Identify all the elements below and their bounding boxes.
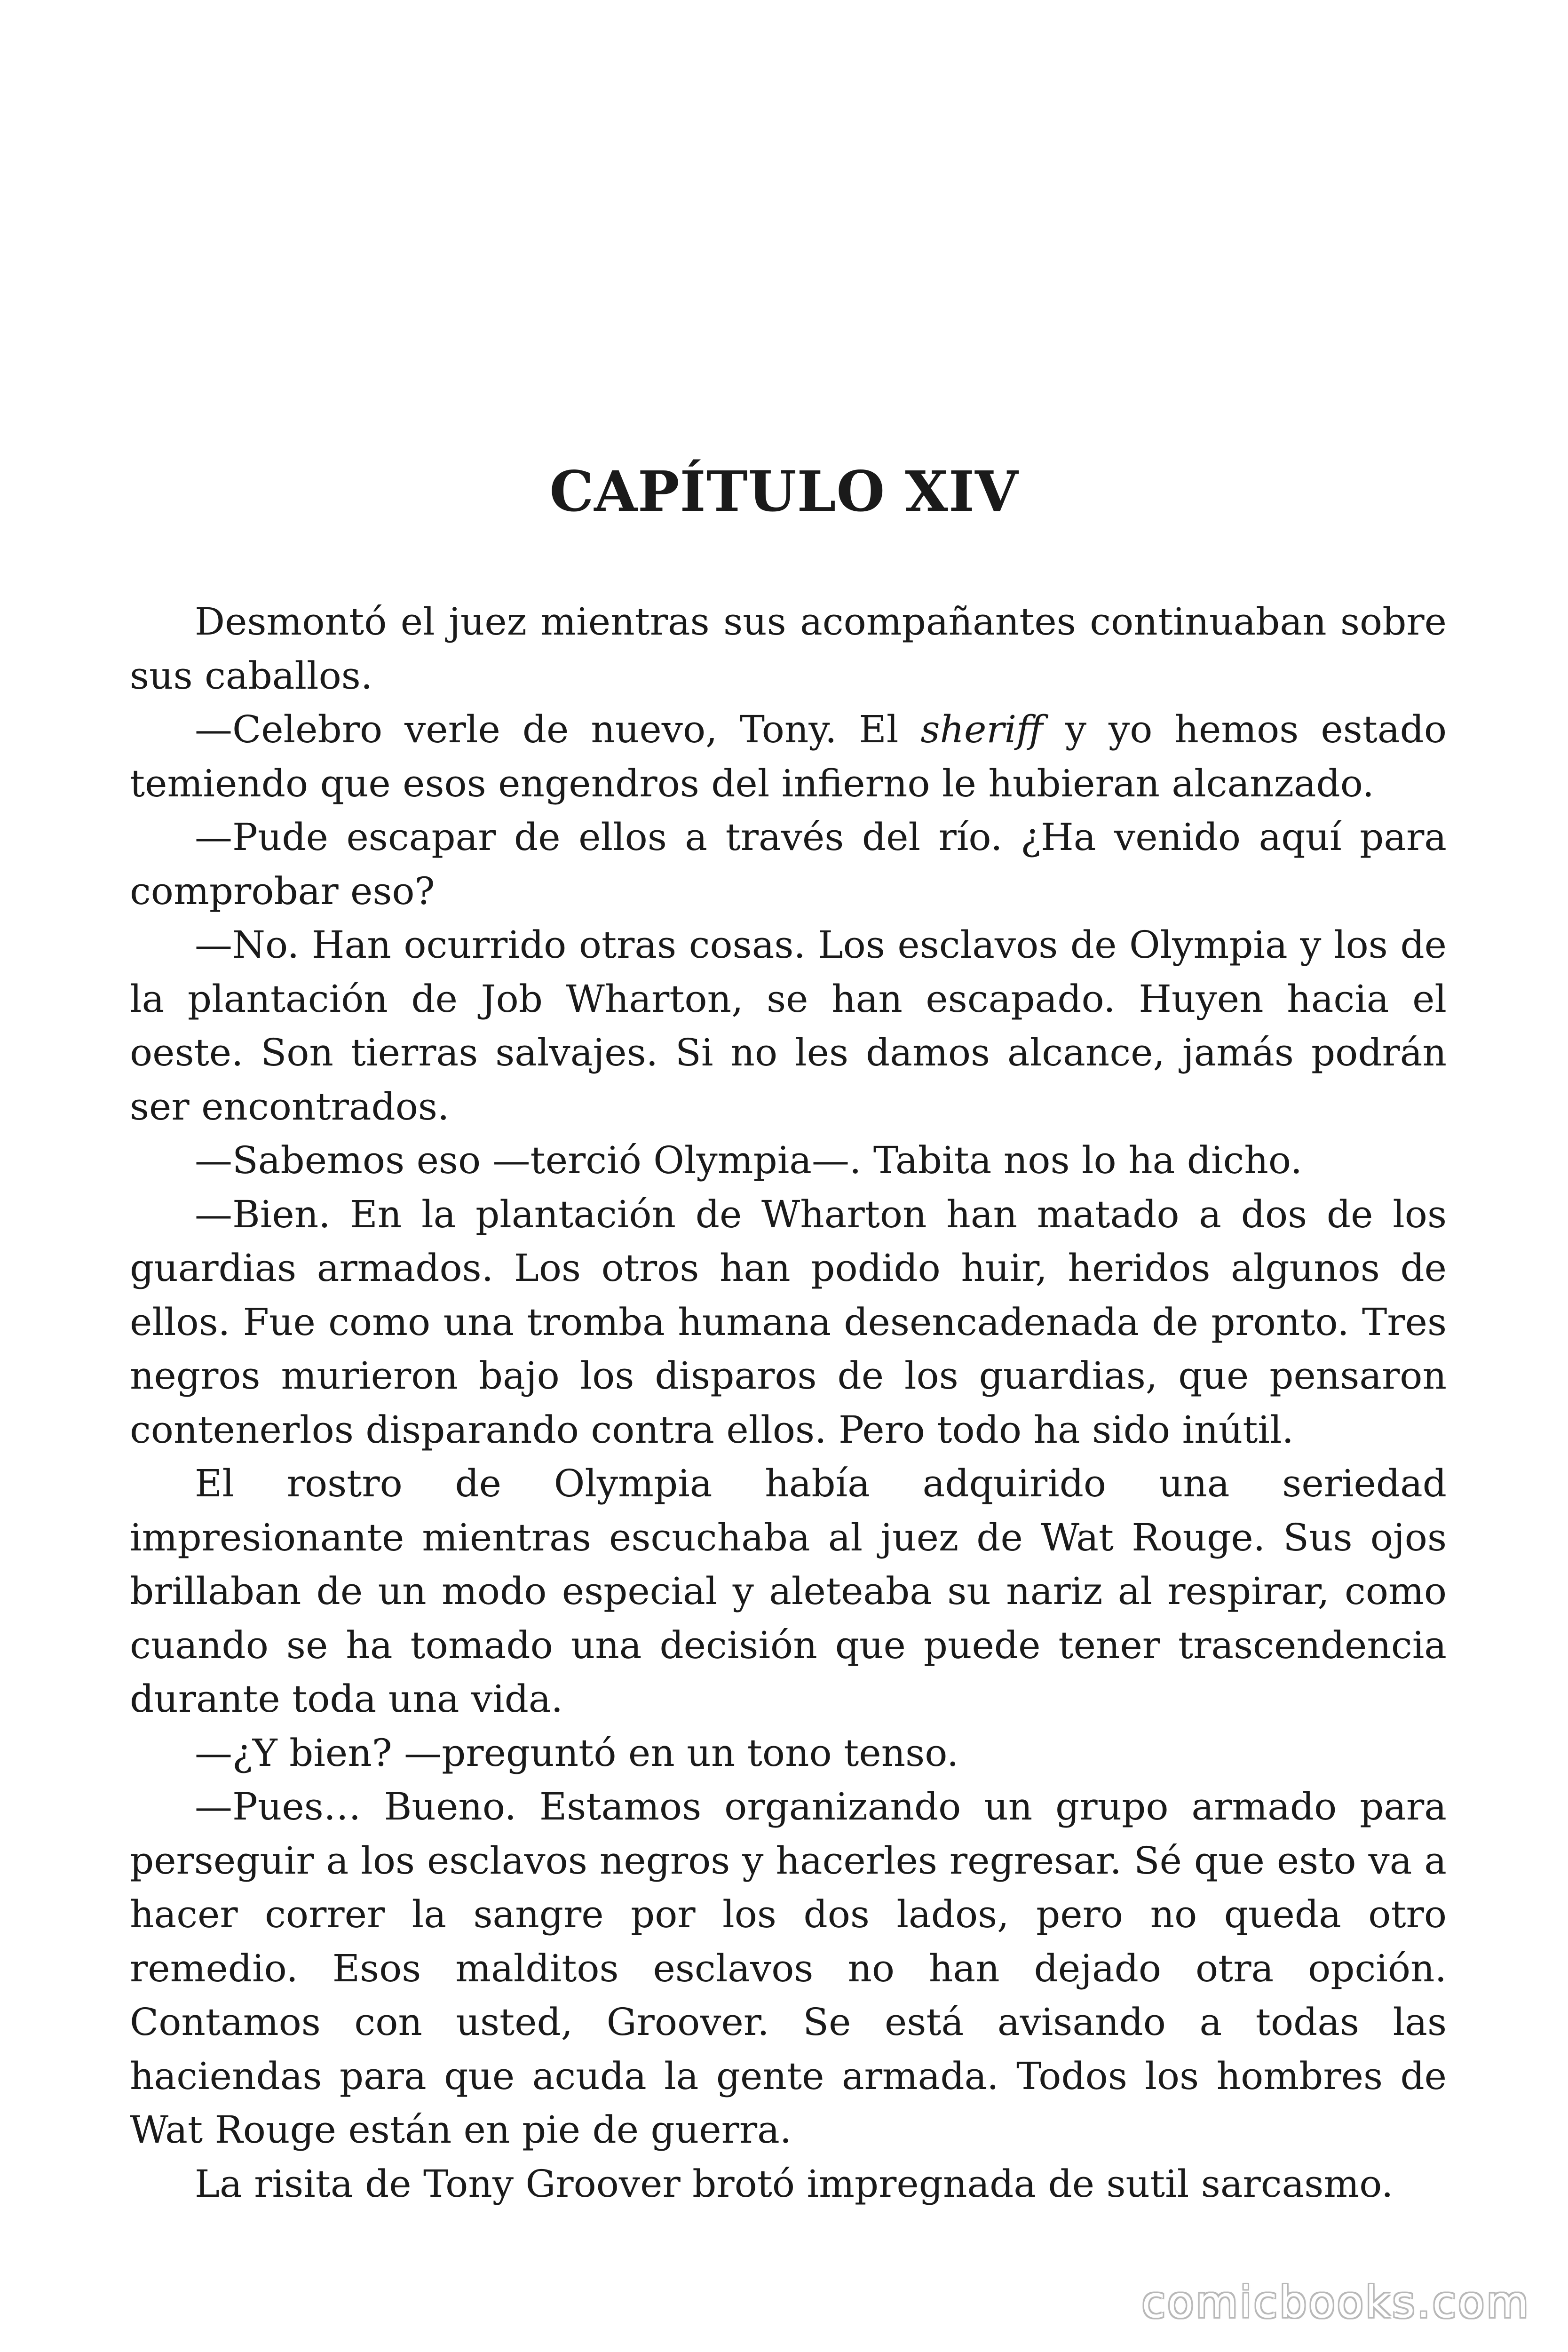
chapter-body xyxy=(130,595,1447,2211)
paragraph: —No. Han ocurrido otras cosas. Los esclavos de Olympia y los de la plantación de Job Wharton, se han escapado. Huyen hacia el oeste. Son tierras salvajes. Si no les damos alcance, jamás podrán ser encontrados. xyxy=(130,923,1447,1128)
paragraph: El rostro de Olympia había adquirido una seriedad impresionante mientras escuchaba al juez de Wat Rouge. Sus ojos brillaban de un modo especial y aleteaba su nariz al respirar, como cuando se ha tomado una decisión que puede tener trascendencia durante toda una vida. xyxy=(130,1462,1447,1721)
paragraph: Desmontó el juez mientras sus acompañantes continuaban sobre sus caballos. xyxy=(130,600,1447,698)
paragraph-segment: y yo hemos estado temiendo que esos engendros del infierno le hubieran alcanzado. xyxy=(130,707,1447,805)
paragraph: —Sabemos eso —terció Olympia—. Tabita nos lo ha dicho. xyxy=(195,1138,1303,1182)
watermark: comicbooks.com xyxy=(1141,2277,1530,2328)
paragraph: —Pues… Bueno. Estamos organizando un grupo armado para perseguir a los esclavos negros y hacerles regresar. Sé que esto va a hacer correr la sangre por los dos lados, pero no queda otro remedio. Esos malditos esclavos no han dejado otra opción. Contamos con usted, Groover. Se está avisando a todas las haciendas para que acuda la gente armada. Todos los hombres de Wat Rouge están en pie de guerra. xyxy=(130,1785,1447,2152)
italic-word: sheriff xyxy=(920,707,1043,751)
chapter-title: CAPÍTULO XIV xyxy=(549,459,1019,524)
paragraph xyxy=(130,703,1447,810)
paragraph: —Pude escapar de ellos a través del río. ¿Ha venido aquí para comprobar eso? xyxy=(130,815,1447,913)
paragraph: —Bien. En la plantación de Wharton han matado a dos de los guardias armados. Los otros han podido huir, heridos algunos de ellos. Fue como una tromba humana desencadenada de pronto. Tres negros murieron bajo los disparos de los guardias, que pensaron contenerlos disparando contra ellos. Pero todo ha sido inútil. xyxy=(130,1192,1447,1452)
paragraph: La risita de Tony Groover brotó impregnada de sutil sarcasmo. xyxy=(195,2161,1394,2206)
paragraph: —¿Y bien? —preguntó en un tono tenso. xyxy=(195,1731,959,1775)
paragraph-segment: —Celebro verle de nuevo, Tony. El xyxy=(195,707,921,751)
